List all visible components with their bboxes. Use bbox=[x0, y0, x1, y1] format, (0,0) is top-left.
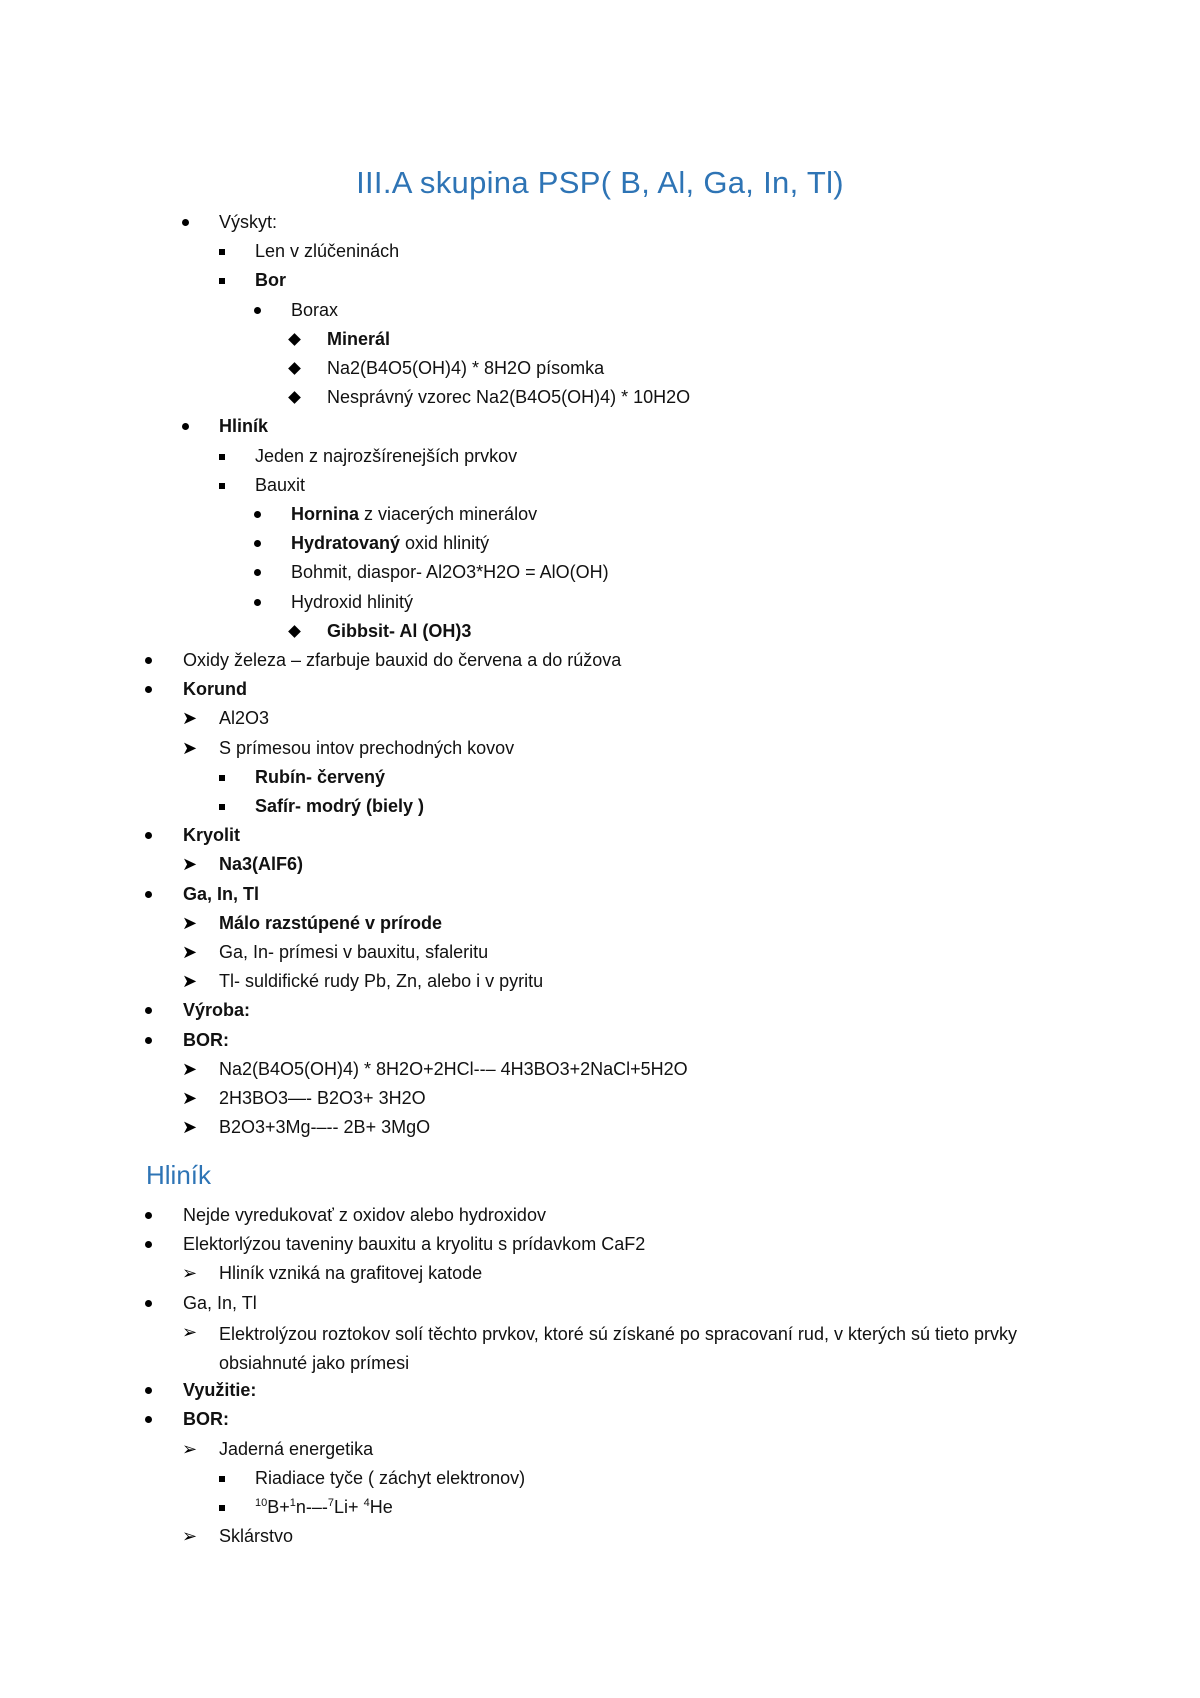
list-item-text: Nesprávný vzorec Na2(B4O5(OH)4) * 10H2O bbox=[327, 387, 691, 408]
bullet-dot-icon bbox=[254, 540, 261, 547]
list-item-text: Riadiace tyče ( záchyt elektronov) bbox=[255, 1467, 526, 1488]
bullet-arrow-icon: ➤ bbox=[182, 1058, 198, 1079]
list-item-text: oxid hlinitý bbox=[400, 533, 490, 554]
bullet-dot-icon bbox=[145, 1241, 152, 1248]
list-item-text: 2H3BO3—- B2O3+ 3H2O bbox=[219, 1088, 426, 1108]
list-item-bold-text: BOR: bbox=[183, 1029, 229, 1050]
bullet-dot-icon bbox=[182, 423, 189, 430]
bullet-dot-icon bbox=[145, 1416, 152, 1423]
bullet-arrow-icon: ➤ bbox=[182, 737, 198, 758]
list-item-text: Elektorlýzou taveniny bauxitu a kryolitu s prídavkom CaF2 bbox=[183, 1234, 646, 1255]
list-item-bauxit bbox=[255, 473, 305, 497]
bullet-arrow-outline-icon: ➢ bbox=[182, 1526, 198, 1547]
list-item-bold-text: Na3(AlF6) bbox=[219, 854, 304, 875]
list-item-bold-text: Málo razstúpené v prírode bbox=[219, 912, 443, 933]
list-item-reakcia bbox=[255, 1495, 393, 1519]
bullet-dot-icon bbox=[145, 1037, 152, 1044]
list-item-text: Tl- suldifické rudy Pb, Zn, alebo i v pyritu bbox=[219, 971, 544, 992]
bullet-arrow-outline-icon: ➢ bbox=[182, 1321, 198, 1342]
list-item-text: Jeden z najrozšírenejších prvkov bbox=[255, 445, 518, 466]
list-item-text: B2O3+3Mg-–-- 2B+ 3MgO bbox=[219, 1117, 431, 1138]
bullet-arrow-outline-icon: ➢ bbox=[182, 1263, 198, 1284]
list-item-text: Nejde vyredukovať z oxidov alebo hydroxidov bbox=[183, 1205, 546, 1225]
list-item-bor2 bbox=[183, 1028, 229, 1052]
list-item-text: z viacerých minerálov bbox=[359, 504, 538, 524]
bullet-square-icon bbox=[219, 1476, 225, 1482]
list-item-tl bbox=[219, 969, 543, 993]
list-item-safir bbox=[255, 794, 424, 818]
list-item-text: Ga, In, Tl bbox=[183, 1292, 257, 1313]
bullet-arrow-outline-icon: ➢ bbox=[182, 1438, 198, 1459]
list-item-bold-text: BOR: bbox=[183, 1409, 229, 1430]
list-item-bor3 bbox=[183, 1407, 229, 1431]
list-item-gibbsit bbox=[327, 619, 471, 643]
list-item-bold-text: Safír- modrý (biely ) bbox=[255, 796, 425, 816]
list-item-text: S prímesou intov prechodných kovov bbox=[219, 737, 515, 758]
bullet-dot-icon bbox=[145, 1007, 152, 1014]
list-item-na2a bbox=[327, 356, 604, 380]
list-item-text: Ga, In- prímesi v bauxitu, sfaleritu bbox=[219, 942, 489, 962]
bullet-arrow-icon: ➤ bbox=[182, 942, 198, 962]
bullet-arrow-icon: ➤ bbox=[182, 1117, 198, 1138]
bullet-dot-icon bbox=[145, 686, 152, 693]
list-item-bold-text: Hornina bbox=[291, 504, 360, 524]
list-item-korund bbox=[183, 677, 247, 701]
list-item-bold-text: Korund bbox=[183, 679, 247, 700]
list-item-text: Oxidy železa – zfarbuje bauxid do červena a do rúžova bbox=[183, 650, 622, 670]
section-heading-hlinik: Hliník bbox=[146, 1160, 212, 1190]
list-item-bohmit bbox=[291, 560, 609, 584]
bullet-square-icon bbox=[219, 278, 225, 284]
bullet-arrow-icon: ➤ bbox=[182, 971, 198, 992]
list-item-bold-text: Rubín- červený bbox=[255, 766, 386, 787]
list-item-elektrolyzou bbox=[219, 1320, 1099, 1378]
list-item-elektorlyzou bbox=[183, 1232, 645, 1256]
list-item-gain bbox=[219, 940, 488, 964]
list-item-text: Borax bbox=[291, 299, 339, 320]
list-item-mineral bbox=[327, 327, 390, 351]
bullet-arrow-icon: ➤ bbox=[182, 1088, 198, 1108]
bullet-arrow-icon: ➤ bbox=[182, 854, 198, 875]
list-item-sklarstvo bbox=[219, 1524, 293, 1548]
list-item-gainl bbox=[183, 882, 259, 906]
bullet-diamond-icon bbox=[288, 625, 301, 638]
list-item-r3 bbox=[219, 1115, 430, 1139]
list-item-bold-text: Bor bbox=[255, 270, 286, 291]
bullet-square-icon bbox=[219, 804, 225, 810]
list-item-r2 bbox=[219, 1086, 426, 1110]
mass-number: 4 bbox=[363, 1497, 370, 1509]
list-item-riadiace bbox=[255, 1466, 525, 1490]
list-item-vyskyt bbox=[219, 210, 277, 234]
list-item-vyuzitie bbox=[183, 1378, 256, 1402]
nuclear-symbol: B+ bbox=[267, 1497, 290, 1517]
bullet-dot-icon bbox=[254, 599, 261, 606]
bullet-square-icon bbox=[219, 1505, 225, 1511]
list-item-bor bbox=[255, 268, 286, 292]
list-item-vznika bbox=[219, 1261, 482, 1285]
list-item-r1 bbox=[219, 1057, 688, 1081]
bullet-dot-icon bbox=[182, 219, 189, 226]
list-item-vyroba bbox=[183, 998, 250, 1022]
list-item-hydratovany bbox=[291, 531, 489, 555]
bullet-dot-icon bbox=[254, 511, 261, 518]
list-item-bold-text: Ga, In, Tl bbox=[183, 883, 260, 904]
bullet-dot-icon bbox=[145, 657, 152, 664]
bullet-dot-icon bbox=[145, 1387, 152, 1394]
list-item-primesou bbox=[219, 736, 514, 760]
list-item-hlinik bbox=[219, 414, 268, 438]
bullet-dot-icon bbox=[145, 832, 152, 839]
mass-number: 10 bbox=[255, 1497, 268, 1509]
list-item-bold-text: Využitie: bbox=[183, 1380, 257, 1401]
bullet-arrow-icon: ➤ bbox=[182, 708, 198, 729]
list-item-bold-text: Minerál bbox=[327, 328, 391, 349]
list-item-borax bbox=[291, 298, 338, 322]
bullet-square-icon bbox=[219, 775, 225, 781]
list-item-text: Na2(B4O5(OH)4) * 8H2O písomka bbox=[327, 358, 605, 378]
list-item-bold-text: Kryolit bbox=[183, 825, 241, 846]
list-item-kryolit bbox=[183, 823, 240, 847]
list-item-text: Hydroxid hlinitý bbox=[291, 591, 414, 612]
nuclear-symbol: n-–- bbox=[295, 1497, 328, 1517]
list-item-text: Al2O3 bbox=[219, 708, 270, 729]
list-item-nespravny bbox=[327, 385, 690, 409]
list-item-nejde bbox=[183, 1203, 546, 1227]
list-item-na3 bbox=[219, 852, 303, 876]
list-item-text: Len v zlúčeninách bbox=[255, 241, 400, 262]
bullet-diamond-icon bbox=[288, 391, 301, 404]
list-item-bold-text: Hliník bbox=[219, 416, 269, 437]
bullet-square-icon bbox=[219, 249, 225, 255]
list-item-hornina bbox=[291, 502, 537, 526]
list-item-al2o3 bbox=[219, 706, 269, 730]
page-title: III.A skupina PSP( B, Al, Ga, In, Tl) bbox=[356, 165, 844, 200]
list-item-text: Bauxit bbox=[255, 474, 306, 495]
bullet-arrow-icon: ➤ bbox=[182, 912, 198, 933]
nuclear-symbol: He bbox=[369, 1497, 393, 1517]
bullet-dot-icon bbox=[254, 307, 261, 314]
list-item-gainl2 bbox=[183, 1291, 257, 1315]
bullet-square-icon bbox=[219, 483, 225, 489]
list-item-jeden bbox=[255, 444, 517, 468]
mass-number: 7 bbox=[327, 1497, 335, 1509]
list-item-jaderna bbox=[219, 1437, 373, 1461]
nuclear-symbol: Li+ bbox=[334, 1497, 364, 1517]
list-item-text: Jaderná energetika bbox=[219, 1438, 374, 1459]
list-item-bold-text: Výroba: bbox=[183, 1000, 251, 1021]
mass-number: 1 bbox=[289, 1497, 296, 1509]
list-item-len bbox=[255, 239, 399, 263]
list-item-hydroxid bbox=[291, 590, 413, 614]
list-item-text: Sklárstvo bbox=[219, 1526, 294, 1547]
list-item-text: Elektrolýzou roztokov solí těchto prvkov, ktoré sú získané po spracovaní rud, v kterých sú tieto prvky obsiahnuté jako prímesi bbox=[219, 1323, 1018, 1373]
list-item-text: Bohmit, diaspor- Al2O3*H2O = AlO(OH) bbox=[291, 562, 609, 583]
list-item-text: Hliník vzniká na grafitovej katode bbox=[219, 1263, 483, 1284]
bullet-square-icon bbox=[219, 454, 225, 460]
list-item-bold-text: Gibbsit- Al (OH)3 bbox=[327, 620, 472, 641]
bullet-diamond-icon bbox=[288, 333, 301, 346]
list-item-bold-text: Hydratovaný bbox=[291, 533, 401, 554]
bullet-dot-icon bbox=[145, 891, 152, 898]
list-item-text: Na2(B4O5(OH)4) * 8H2O+2HCl--– 4H3BO3+2NaCl+5H2O bbox=[219, 1058, 688, 1079]
bullet-dot-icon bbox=[254, 569, 261, 576]
list-item-text: Výskyt: bbox=[219, 212, 278, 232]
bullet-dot-icon bbox=[145, 1212, 152, 1219]
list-item-rubin bbox=[255, 765, 385, 789]
list-item-oxidy bbox=[183, 648, 621, 672]
bullet-dot-icon bbox=[145, 1300, 152, 1307]
bullet-diamond-icon bbox=[288, 362, 301, 375]
list-item-malo bbox=[219, 911, 442, 935]
